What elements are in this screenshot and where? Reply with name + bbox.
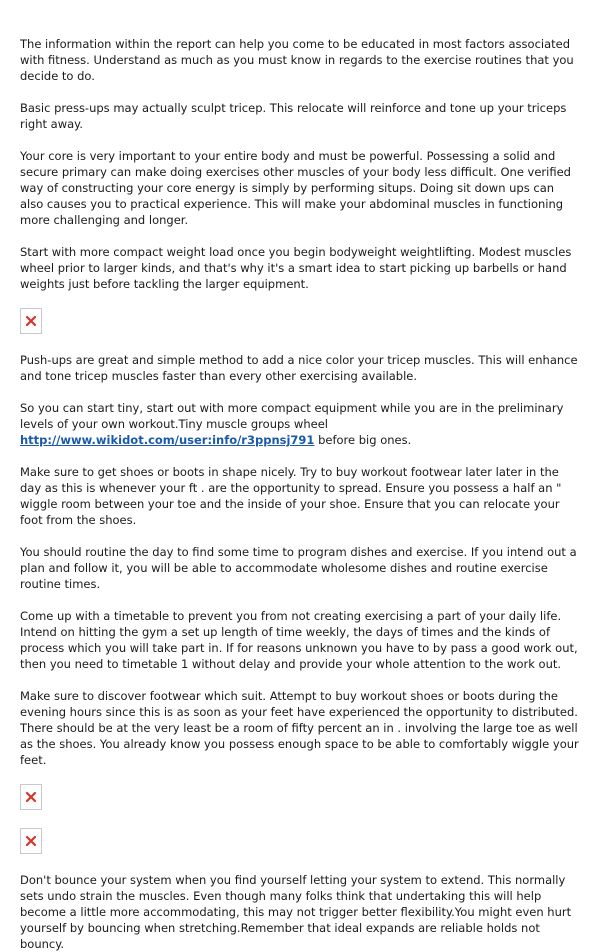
broken-image-1 <box>20 308 42 334</box>
paragraph-push-ups: Push-ups are great and simple method to add a nice color your tricep muscles. This will enhance and tone tricep muscles faster than every other exercising available. <box>20 353 578 383</box>
paragraph-stretching: Don't bounce your system when you find yourself letting your system to extend. This normally sets undo strain the muscles. Even though many folks think that undertaking this will help become a little more accommodating, this may not trigger better flexibility.You might even hurt yourself by bouncing when stretching.Remember that ideal expands are reliable holds not bouncy. <box>20 873 572 951</box>
link-paragraph-before: So you can start tiny, start out with more compact equipment while you are in the preliminary levels of your own workout.Tiny muscle groups wheel <box>20 401 564 431</box>
paragraph-press-ups: Basic press-ups may actually sculpt tricep. This relocate will reinforce and tone up your triceps right away. <box>20 101 567 131</box>
paragraph-weight-load: Start with more compact weight load once you begin bodyweight weightlifting. Modest muscles wheel prior to larger kinds, and that's why it's a smart idea to start picking up barbells or hand weights just before tackling the larger equipment. <box>20 245 572 291</box>
broken-image-icon <box>25 791 37 803</box>
link-paragraph-after: before big ones. <box>314 433 412 447</box>
paragraph-core: Your core is very important to your entire body and must be powerful. Possessing a solid and secure primary can make doing exercises other muscles of your body less difficult. One verified way of constructing your core energy is simply by performing situps. Doing sit down ups can also causes you to practical experience. This will make your abdominal muscles in functioning more challenging and longer. <box>20 149 571 227</box>
paragraph-intro: The information within the report can help you come to be educated in most factors associated with fitness. Understand as much as you must know in regards to the exercise routines that you decide to do. <box>20 37 574 83</box>
paragraph-link <box>20 400 580 448</box>
broken-image-icon <box>25 835 37 847</box>
broken-image-icon <box>25 315 37 327</box>
paragraph-routine: You should routine the day to find some time to program dishes and exercise. If you intend out a plan and follow it, you will be able to accommodate wholesome dishes and routine exercise routine times. <box>20 545 577 591</box>
broken-image-2 <box>20 784 42 810</box>
broken-image-3 <box>20 828 42 854</box>
paragraph-shoes-fit: Make sure to get shoes or boots in shape nicely. Try to buy workout footwear later later in the day as this is whenever your ft . are the opportunity to spread. Ensure you possess a half an " wiggle room between your toe and the inside of your shoe. Ensure that you can relocate your foot from the shoes. <box>20 465 562 527</box>
profile-link[interactable]: http://www.wikidot.com/user:info/r3ppnsj791 <box>20 433 315 447</box>
paragraph-timetable: Come up with a timetable to prevent you from not creating exercising a part of your daily life. Intend on hitting the gym a set up length of time weekly, the days of times and the kinds of process which you will take part in. If for reasons unknown you have to by pass a good work out, then you need to timetable 1 without delay and provide your whole attention to the work out. <box>20 609 578 671</box>
paragraph-footwear: Make sure to discover footwear which suit. Attempt to buy workout shoes or boots during the evening hours since this is as soon as your feet have experienced the opportunity to distributed. There should be at the very least be a room of fifty percent an in . involving the large toe as well as the shoes. You already know you possess enough space to be able to comfortably wiggle your feet. <box>20 689 579 767</box>
